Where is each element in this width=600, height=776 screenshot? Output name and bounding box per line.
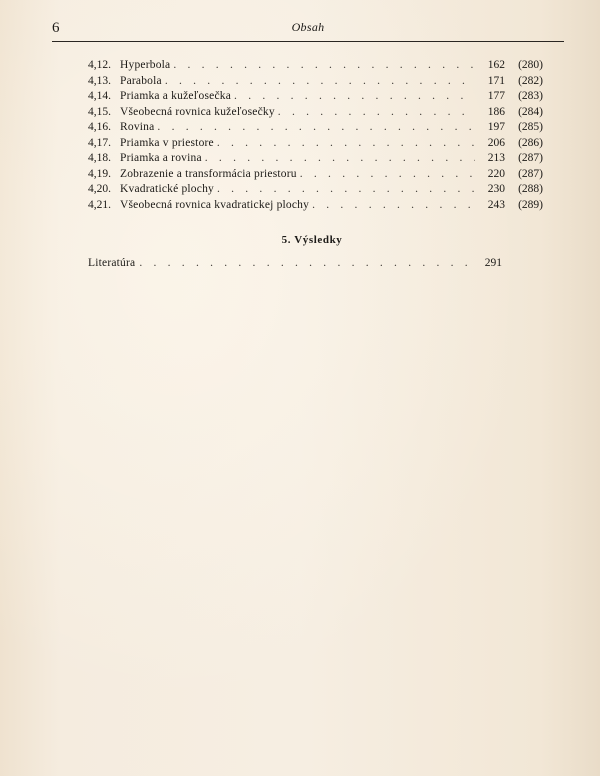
toc-entry (88, 59, 543, 75)
toc-entry-page: 186 (487, 105, 505, 118)
toc-entry-number: 4,16. (88, 121, 111, 133)
dot-leader (312, 199, 475, 211)
toc-entry-number: 4,21. (88, 198, 111, 211)
toc-entry-number: 4,20. (88, 183, 111, 195)
dot-leader (278, 106, 475, 118)
toc-entry-page: 162 (487, 59, 505, 71)
toc-entry-title: Priamka a kužeľosečka (120, 90, 232, 102)
toc-entry (88, 168, 543, 184)
toc-entry-title: Priamka a rovina (120, 152, 202, 164)
table-of-contents (88, 59, 543, 214)
toc-entry-page: 213 (487, 152, 505, 164)
toc-entry-number: 4,14. (88, 90, 111, 102)
page-number: 6 (52, 20, 60, 36)
toc-entry (88, 199, 543, 215)
toc-entry-ref: (282) (518, 74, 543, 87)
toc-entry-ref: (288) (518, 183, 543, 195)
toc-entry-number: 4,13. (88, 74, 111, 87)
section-heading: 5. Výsledky (281, 234, 343, 246)
toc-entry-ref: (287) (518, 167, 543, 180)
literature-title: Literatúra (88, 257, 136, 269)
toc-entry-ref: (286) (518, 136, 543, 149)
toc-entry-title: Priamka v priestore (120, 136, 214, 149)
dot-leader (217, 183, 475, 195)
toc-entry-ref: (285) (518, 121, 543, 133)
toc-entry-title: Všeobecná rovnica kužeľosečky (120, 105, 275, 118)
toc-entry-page: 230 (487, 183, 505, 195)
toc-entry (88, 137, 543, 153)
toc-entry (88, 121, 543, 137)
toc-entry-ref: (283) (518, 90, 543, 102)
dot-leader (173, 59, 475, 71)
toc-entry-title: Zobrazenie a transformácia priestoru (120, 167, 297, 180)
toc-entry (88, 75, 543, 91)
toc-entry (88, 106, 543, 122)
dot-leader (234, 90, 475, 102)
running-title: Obsah (291, 20, 325, 34)
toc-entry-title: Hyperbola (120, 59, 171, 71)
toc-entry-page: 171 (487, 74, 505, 87)
toc-entry-page: 177 (487, 90, 505, 102)
toc-entry-number: 4,19. (88, 167, 111, 180)
toc-entry-title: Všeobecná rovnica kvadratickej plochy (120, 198, 310, 211)
literature-page: 291 (484, 257, 502, 269)
toc-entry-number: 4,12. (88, 59, 111, 71)
toc-entry-ref: (284) (518, 105, 543, 118)
toc-entry (88, 152, 543, 168)
dot-leader (217, 137, 475, 149)
toc-entry-number: 4,17. (88, 136, 111, 149)
toc-entry-title: Kvadratické plochy (120, 183, 214, 195)
toc-entry-ref: (289) (518, 198, 543, 211)
toc-entry-number: 4,15. (88, 105, 111, 118)
dot-leader (139, 257, 472, 269)
dot-leader (205, 152, 475, 164)
toc-entry-page: 197 (487, 121, 505, 133)
toc-entry-title: Parabola (120, 74, 162, 87)
dot-leader (165, 75, 475, 87)
toc-entry-ref: (280) (518, 59, 543, 71)
header-rule (52, 41, 564, 42)
literature-entry (88, 257, 502, 269)
toc-entry-page: 220 (487, 167, 505, 180)
toc-entry (88, 90, 543, 106)
dot-leader (157, 121, 475, 133)
page-header (52, 20, 564, 42)
toc-entry-number: 4,18. (88, 152, 111, 164)
dot-leader (300, 168, 475, 180)
toc-entry-page: 243 (487, 198, 505, 211)
toc-entry (88, 183, 543, 199)
toc-entry-ref: (287) (518, 152, 543, 164)
toc-entry-page: 206 (487, 136, 505, 149)
toc-entry-title: Rovina (120, 121, 155, 133)
